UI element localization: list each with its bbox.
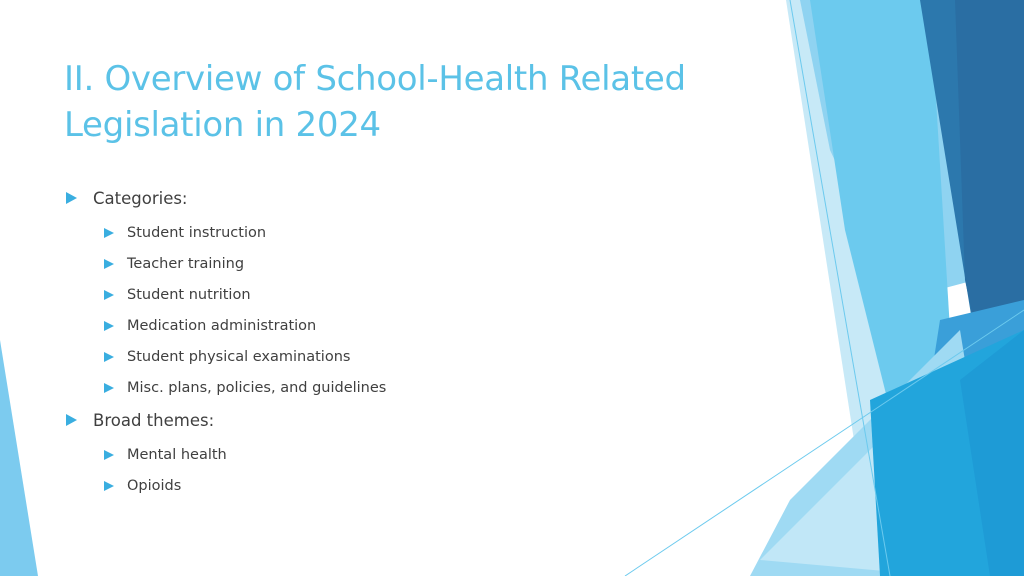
section-label: Broad themes:: [93, 410, 215, 430]
categories-sublist: [66, 217, 766, 403]
slide-title: II. Overview of School-Health Related Legislation in 2024: [64, 59, 686, 145]
list-item-text: Student instruction: [127, 224, 267, 241]
list-item-text: Misc. plans, policies, and guidelines: [127, 379, 387, 396]
triangle-right-icon: [104, 321, 114, 331]
left-edge-shape: [0, 340, 38, 576]
bullet-list: [66, 185, 766, 505]
list-item: [66, 439, 766, 470]
triangle-right-icon: [66, 192, 77, 204]
list-item: [66, 217, 766, 248]
list-item: [66, 341, 766, 372]
triangle-right-icon: [104, 290, 114, 300]
list-item: [66, 279, 766, 310]
triangle-right-icon: [104, 228, 114, 238]
triangle-right-icon: [104, 481, 114, 491]
section-categories: [66, 185, 766, 211]
triangle-right-icon: [104, 450, 114, 460]
list-item: [66, 372, 766, 403]
list-item-text: Student physical examinations: [127, 348, 351, 365]
list-item-text: Medication administration: [127, 317, 317, 334]
list-item-text: Teacher training: [127, 255, 245, 272]
list-item-text: Mental health: [127, 446, 227, 463]
section-label: Categories:: [93, 188, 188, 208]
list-item: [66, 248, 766, 279]
triangle-right-icon: [104, 259, 114, 269]
themes-sublist: [66, 439, 766, 501]
triangle-right-icon: [66, 414, 77, 426]
section-broad-themes: [66, 407, 766, 433]
list-item-text: Student nutrition: [127, 286, 251, 303]
list-item: [66, 310, 766, 341]
triangle-right-icon: [104, 383, 114, 393]
list-item: [66, 470, 766, 501]
triangle-right-icon: [104, 352, 114, 362]
list-item-text: Opioids: [127, 477, 182, 494]
